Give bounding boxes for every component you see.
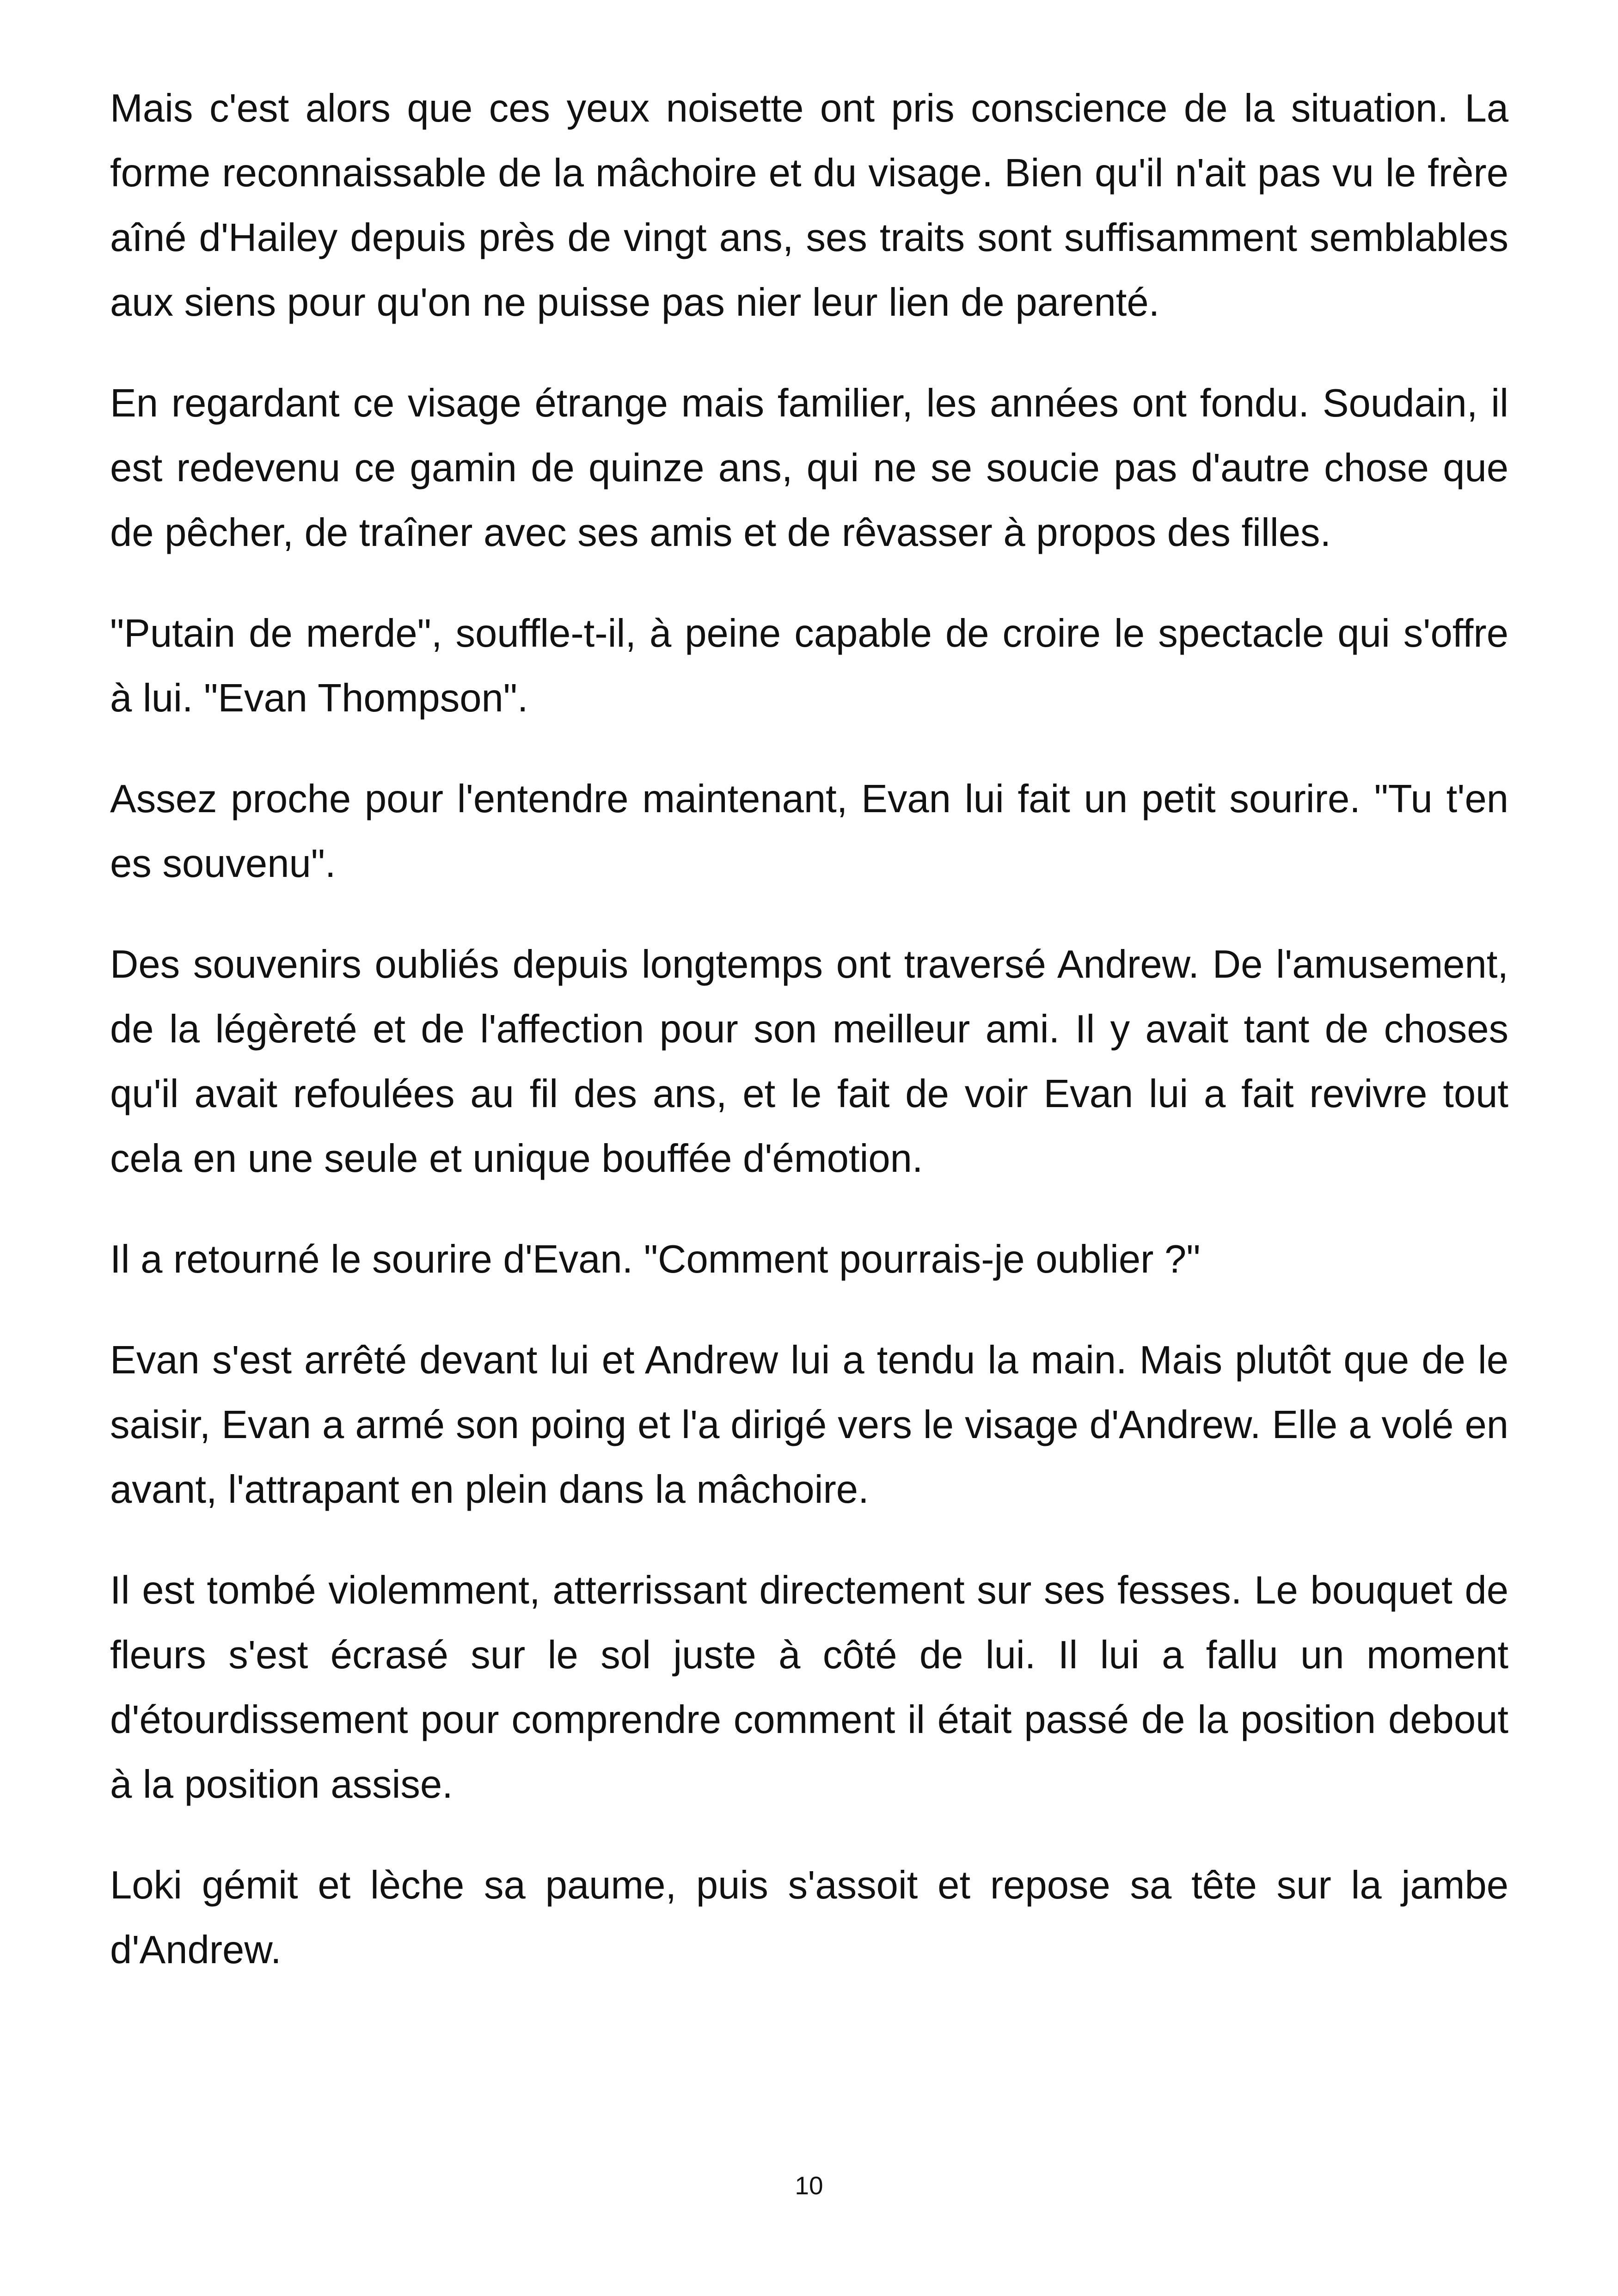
paragraph: Il a retourné le sourire d'Evan. "Comment pourrais-je oublier ?" — [110, 1237, 1201, 1281]
paragraph: "Putain de merde", souffle-t-il, à peine capable de croire le spectacle qui s'offre à lui. "Evan Thompson". — [110, 612, 1508, 720]
paragraph: Evan s'est arrêté devant lui et Andrew lui a tendu la main. Mais plutôt que de le saisir, Evan a armé son poing et l'a dirigé vers le visage d'Andrew. Elle a volé en avant, l'attrapant en plein dans la mâchoire. — [110, 1338, 1508, 1512]
paragraph: Il est tombé violemment, atterrissant directement sur ses fesses. Le bouquet de fleurs s'est écrasé sur le sol juste à côté de lui. Il lui a fallu un moment d'étourdissement pour comprendre comment il était passé de la position debout à la position assise. — [110, 1568, 1508, 1806]
paragraph: Assez proche pour l'entendre maintenant, Evan lui fait un petit sourire. "Tu t'en es souvenu". — [110, 777, 1508, 886]
paragraph: Mais c'est alors que ces yeux noisette ont pris conscience de la situation. La forme reconnaissable de la mâchoire et du visage. Bien qu'il n'ait pas vu le frère aîné d'Hailey depuis près de vingt ans, ses traits sont suffisamment semblables aux siens pour qu'on ne puisse pas nier leur lien de parenté. — [110, 86, 1508, 325]
paragraph: Des souvenirs oubliés depuis longtemps ont traversé Andrew. De l'amusement, de la légèreté et de l'affection pour son meilleur ami. Il y avait tant de choses qu'il avait refoulées au fil des ans, et le fait de voir Evan lui a fait revivre tout cela en une seule et unique bouffée d'émotion. — [110, 943, 1508, 1181]
page-number: 10 — [795, 2171, 823, 2200]
paragraph: Loki gémit et lèche sa paume, puis s'assoit et repose sa tête sur la jambe d'Andrew. — [110, 1863, 1508, 1972]
paragraph: En regardant ce visage étrange mais familier, les années ont fondu. Soudain, il est redevenu ce gamin de quinze ans, qui ne se soucie pas d'autre chose que de pêcher, de traîner avec ses amis et de rêvasser à propos des filles. — [110, 381, 1508, 555]
body-text — [110, 76, 1508, 2019]
